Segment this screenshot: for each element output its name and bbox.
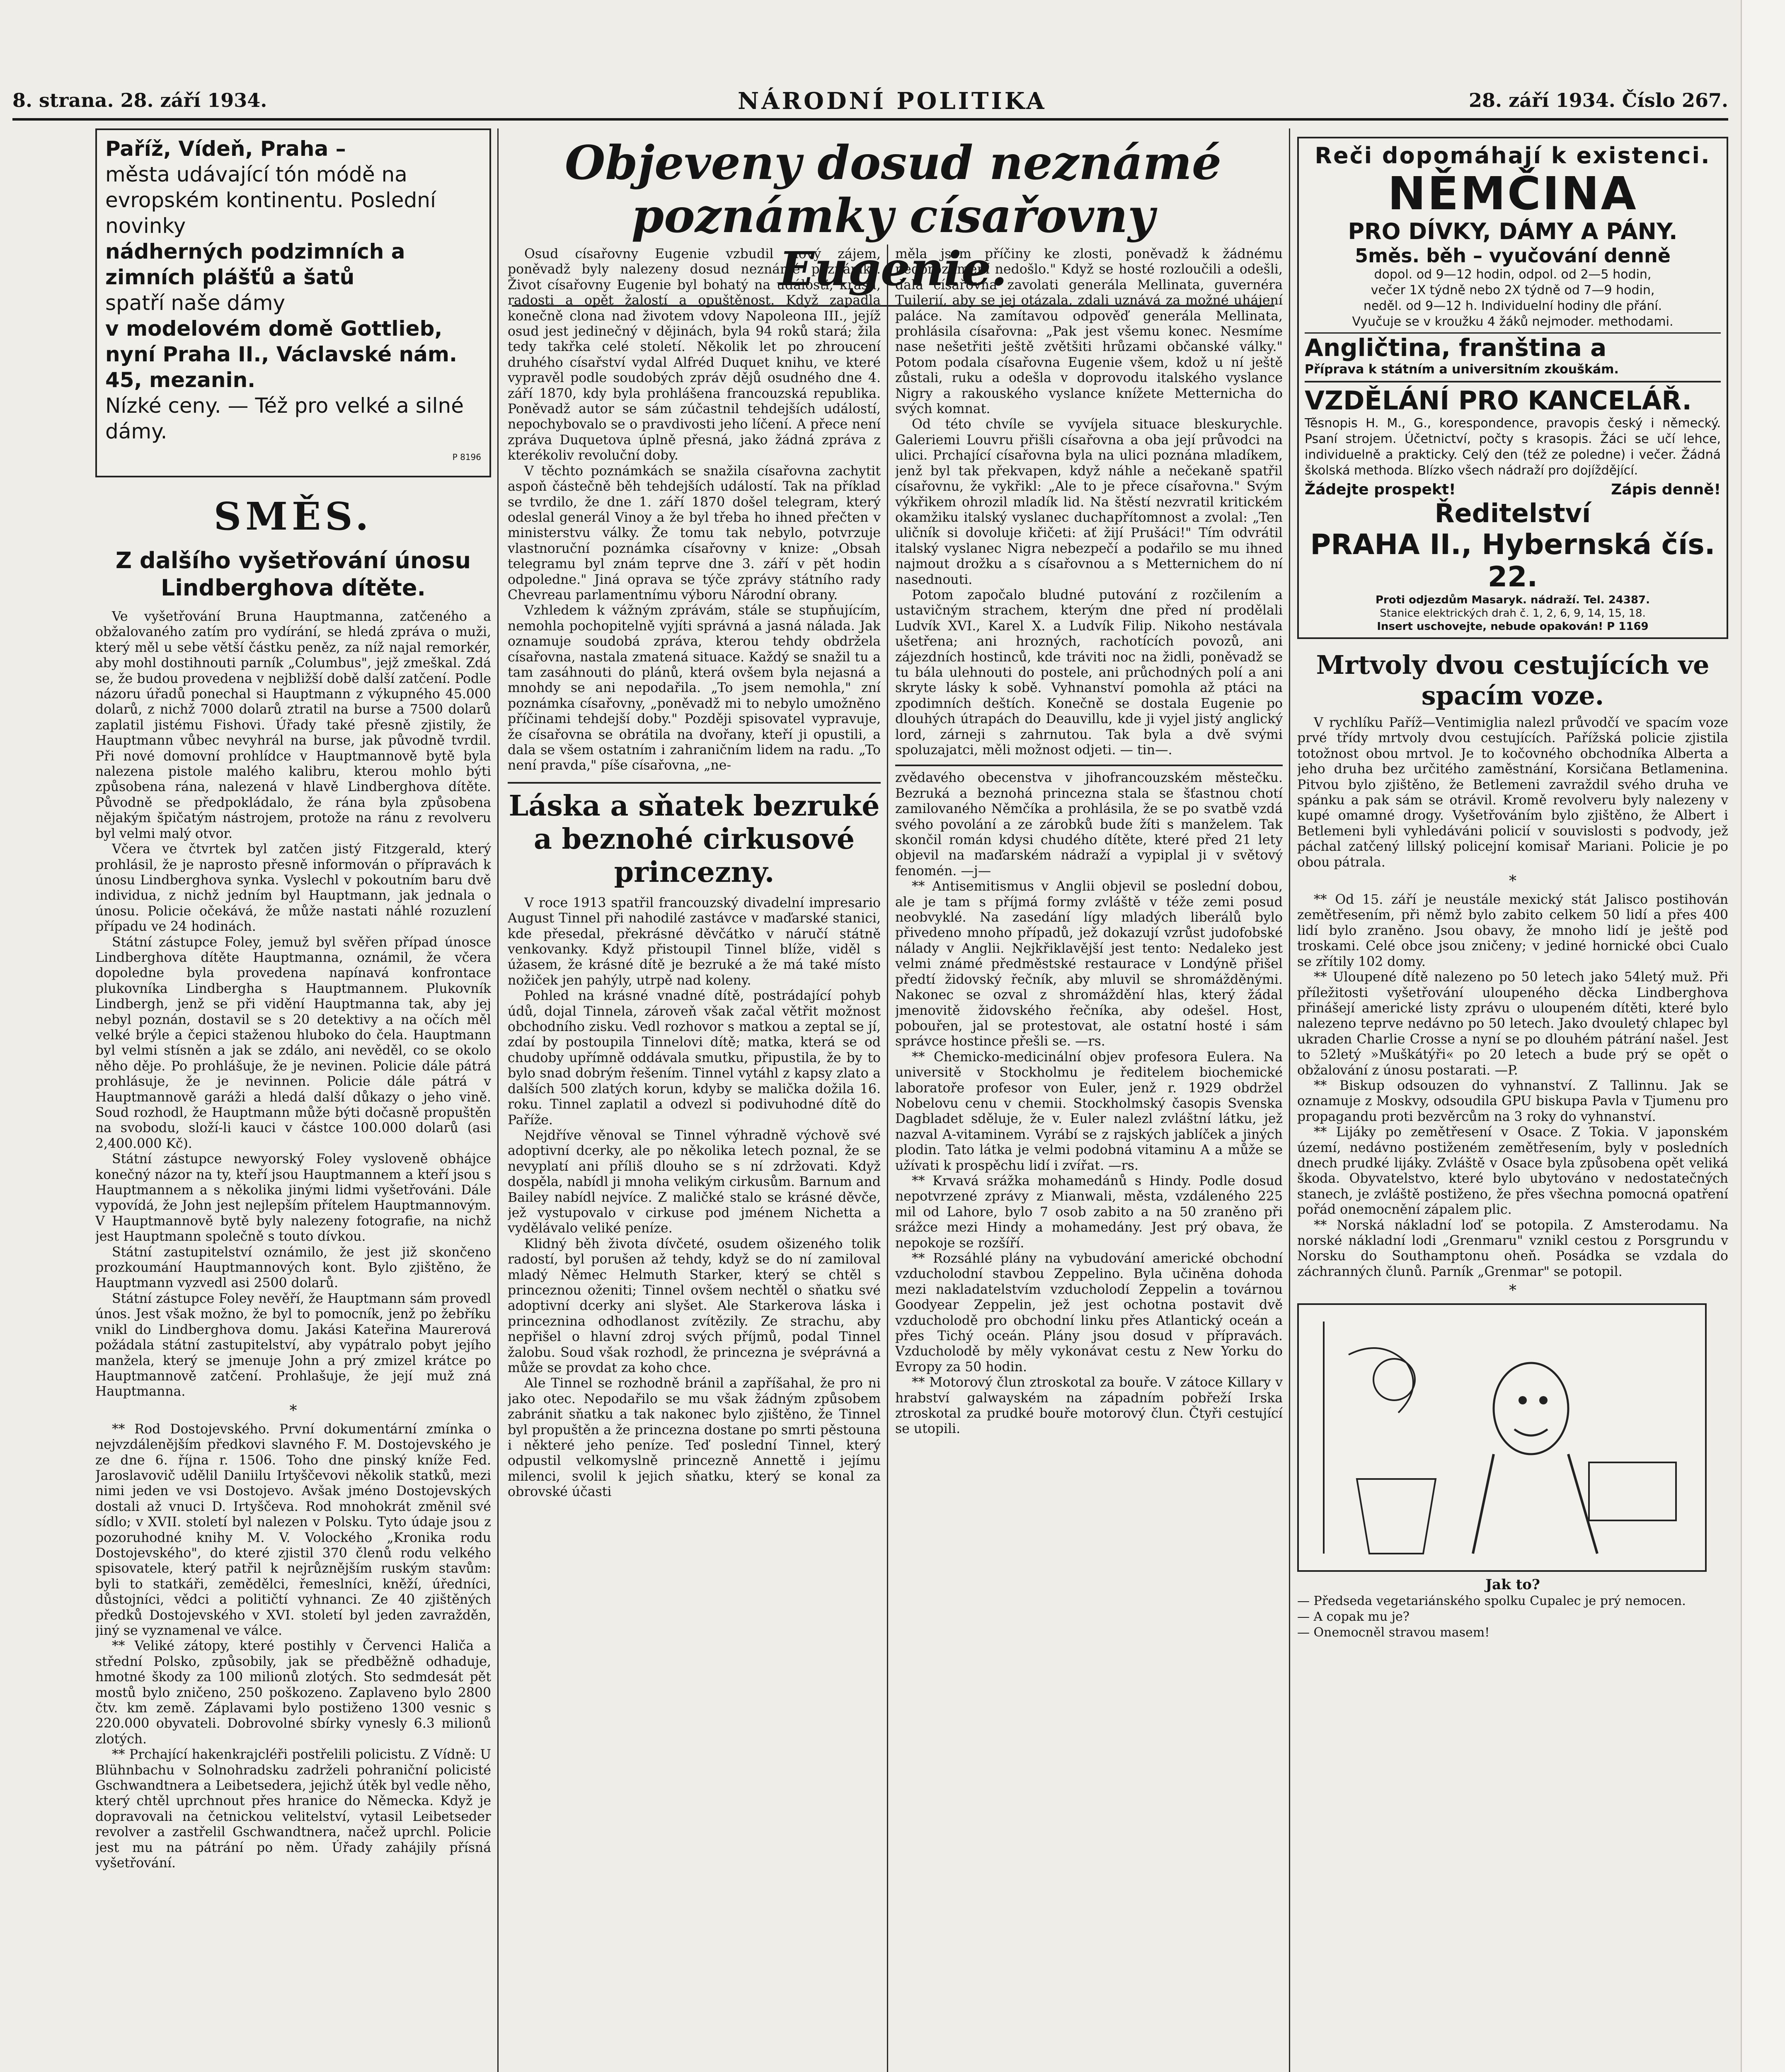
article-paragraph: Nejdříve věnoval se Tinnel výhradně výchově své adoptivní dcerky, ale po několika letech poznal, že se nevyplatí ani příliš dlouho se s ní zdržovati. Když dospěla, nabídl ji mnoha velikým cirkusům. Barnum and Bailey nabídl nejvíce. Z maličké stalo se krásné děvče, jež vystupovalo v cirkuse pod jménem Nichetta a vydělávalo veliké peníze. <box>508 1128 881 1236</box>
column-center-right <box>895 247 1283 2072</box>
advert-address: nyní Praha II., Václavské nám. 45, mezanin. <box>105 342 457 392</box>
advert-line: Příprava k státním a universitním zkouškám. <box>1305 362 1619 377</box>
advert-heading: NĚMČINA <box>1388 167 1638 220</box>
news-item: ** Od 15. září je neustále mexický stát Jalisco postihován zemětřesením, při němž bylo zabito celkem 50 lidí a přes 400 lidí bylo zraněno. Jsou obavy, že mnoho lidí je ještě pod troskami. Celé obce jsou zničeny; v jediné hornické obci Cualo se zřítily 102 domy. <box>1297 892 1728 969</box>
column-left <box>95 128 491 2072</box>
fashion-advert <box>95 128 491 477</box>
article-paragraph: V roce 1913 spatřil francouzský divadelní impresario August Tinnel při nahodilé zastávce v maďarské stanici, kde přesedal, překrásné děvčátko v náručí státně venkovanky. Když přistoupil Tinnel blíže, viděl s úžasem, že krásné dítě je bezruké a že má také místo nožiček jen pahýly, utrpě nad koleny. <box>508 895 881 988</box>
article-paragraph: V těchto poznámkách se snažila císařovna zachytit aspoň částečně běh tehdejších událostí. Tak na příklad se tvrdilo, že dne 1. září 1870 došel telegram, který odeslal generál Vinoy a že byl třeba ho ihned přečten v ministerstvu války. Že tomu tak nebylo, potvrzuje vlastnoruční poznámka císařovny v knize: „Obsah telegramu byl znám teprve dne 3. září v pět hodin odpoledne." Jiná oprava se týče zprávy státního rady Chevreau parlamentnímu výboru Národní obrany. <box>508 463 881 603</box>
news-item: ** Rod Dostojevského. První dokumentární zmínka o nejvzdálenějším předkovi slavného F. M. Dostojevského je ze dne 6. října r. 1506. Toho dne pinský kníže Fed. Jaroslavovič udělil Daniilu Irtyščevovi několik statků, mezi nimi jeden ve vsi Dostojevo. Avšak jméno Dostojevských dostali až vnuci D. Irtyščeva. Rod mnohokrát změnil své sídlo; v XVII. století byl nalezen v Polsku. Tyto údaje jsou z pozoruhodné knihy M. V. Volockého „Kronika rodu Dostojevského", do které zjistil 370 členů rodu velkého spisovatele, který patřil k nejrůznějším ruským stavům: byli to statkáři, zemědělci, řemeslníci, kněží, úředníci, důstojníci, vědci a političtí vyhnanci. Ze 40 zjištěných předků Dostojevského v XVI. století byl jeden zavražděn, jiný se vyznamenal ve válce. <box>95 1421 491 1638</box>
advert-body: Těsnopis H. M., G., korespondence, pravopis český i německý. Psaní strojem. Účetnictví, počty s krasopis. Žáci se učí lehce, individuelně a prakticky. Celý den (též ze poledne) i večer. Žádná školská methoda. Blízko všech nádraží pro dojíždějící. <box>1305 416 1721 478</box>
masthead-title: NÁRODNÍ POLITIKA <box>738 87 1047 115</box>
separator-star: * <box>1509 873 1516 890</box>
advert-cities: Paříž, Vídeň, Praha – <box>105 137 346 161</box>
advert-line: neděl. od 9—12 h. Individuelní hodiny dle přání. <box>1363 299 1662 313</box>
article-paragraph: Ale Tinnel se rozhodně bránil a zapříšahal, že pro ni jako otec. Nepodařilo se mu však žádným způsobem zabránit sňatku a tak nakonec bylo zjištěno, že Tinnel byl propuštěn a že princezna dostane po smrti pěstouna i některé jeho peníze. Teď poslední Tinnel, který odpustil velkomyslně princezně Annettě i jejímu milenci, svolil k jejich sňatku, který se konal za obrovské účasti <box>508 1376 881 1500</box>
advert-line: dopol. od 9—12 hodin, odpol. od 2—5 hodin, <box>1374 267 1652 282</box>
article-paragraph: Pohled na krásné vnadné dítě, postrádající pohyb údů, dojal Tinnela, zároveň však začal větřit možnost obchodního zisku. Vedl rozhovor s matkou a zeptal se jí, zdaí by postoupila Tinnelovi dítě; matka, která se od chudoby upřímně oddávala smutku, připustila, že by to bylo snad dobrým řešením. Tinnel vytáhl z kapsy zlato a dalších 500 zlatých korun, kdyby se malička dožila 16. roku. Tinnel zaplatil a odvezl si podivuhodné dítě do Paříže. <box>508 988 881 1128</box>
advert-line: Angličtina, franština a <box>1305 332 1721 362</box>
cartoon-drawing <box>1299 1305 1705 1570</box>
news-item: ** Rozsáhlé plány na vybudování americké obchodní vzducholodní stavbou Zeppelino. Byla učiněna dohoda mezi nakladatelstvím vzducholodí Zeppelin a továrnou Goodyear Zeppelin, jež jest ochotna postavit dvě vzducholodě pro obchodní linku přes Atlantický oceán a přes Tichý oceán. Plány jsou dosud v přípravách. Vzducholodě by měly vykonávat cestu z New Yorku do Evropy za 50 hodin. <box>895 1251 1283 1375</box>
masthead-page-date: 8. strana. 28. září 1934. <box>12 89 267 111</box>
news-item: ** Krvavá srážka mohamedánů s Hindy. Podle dosud nepotvrzené zprávy z Mianwali, města, vzdáleného 225 mil od Lahore, bylo 7 osob zabito a na 50 zraněno při srážce mezi Hindy a mohamedány. Jest prý obava, že nepokoje se rozšíří. <box>895 1173 1283 1251</box>
article-paragraph: V rychlíku Paříž—Ventimiglia nalezl průvodčí ve spacím voze prvé třídy mrtvoly dvou cestujících. Pařížská policie zjistila totožnost obou mrtvol. Je to kočovného obchodníka Alberta a jeho druha bez určitého zaměstnání, Korsičana Betlamenina. Pitvou bylo zjištěno, že Betlemeni zavraždil svého druha ve spánku a pak sám se otrávil. Kromě revolveru byly nalezeny v kupé omamné drogy. Vyšetřováním bylo zjištěno, že Albert i Betlemeni byli vyhledáváni policií v souvislosti s podvody, jež páchal zatčený lillský policejní komisař Mariani. Policie je po obou pátrala. <box>1297 715 1728 870</box>
article-paragraph: Státní zástupce Foley, jemuž byl svěřen případ únosce Lindberghova dítěte Hauptmanna, oznámil, že včera dopoledne byla provedena napínavá konfrontace plukovníka Lindbergha s Hauptmannem. Plukovník Lindbergh, jenž se při vidění Hauptmanna tak, aby jej nebyl poznán, dostavil se s 20 detektivy a na očích měl velké brýle a čepici staženou hluboko do čela. Hauptmann byl velmi stísněn a jak se zdálo, ani nevěděl, co se okolo něho děje. Po prohlášuje, že je nevinen. Policie dále pátrá prohlásuje, že je nevinnen. Policie dále pátrá v Hauptmannově garáži a hledá další důkazy o jeho vině. Soud rozhodl, že Hauptmann může býti dočasně propuštěn na svobodu, složí-li kauci v částce 100.000 dolarů (asi 2,400.000 Kč). <box>95 934 491 1151</box>
advert-line: Vyučuje se v kroužku 4 žáků nejmoder. methodami. <box>1352 315 1674 329</box>
cartoon-caption: — A copak mu je? <box>1297 1610 1410 1624</box>
article-paragraph: Včera ve čtvrtek byl zatčen jistý Fitzgerald, který prohlásil, že je naprosto přesně informován o přípravách k únosu Lindberghova synka. Vyslechl v pokoutním baru dvě individua, z nichž jedním byl Hauptmann, jak jednala o únosu. Policie očekává, že může nastati náhlé rozuzlení případu ve 24 hodinách. <box>95 842 491 934</box>
cartoon-caption-title: Jak to? <box>1485 1576 1540 1593</box>
article-paragraph: Osud císařovny Eugenie vzbudil nový zájem, poněvadž byly nalezeny dosud neznámé poznámky. Život císařovny Eugenie byl bohatý na události, krásu, radosti a opět žalostí a opuštěnost. Když zapadla konečně clona nad životem vdovy Napoleona III., jejíž osud jest jedinečný v dějinách, byla 94 roků stará; žila tedy takřka celé století. Několik let po zhroucení druhého císařství vydal Alfréd Duquet knihu, ve které vypravěl podle soudobých zpráv dějů osudného dne 4. září 1870, kdy byla prohlášena francouzská republika. Poněvadž autor se sám zúčastnil tehdejších událostí, nepochybovalo se o pravdivosti jeho líčení. A přece není zpráva Duquetova úplně přesná, jako žádná zpráva z kterékoliv revoluční doby. <box>508 247 881 463</box>
news-item: ** Norská nákladní loď se potopila. Z Amsterodamu. Na norské nákladní lodi „Grenmaru" vznikl cestou z Porsgrundu v Norsku do Southamptonu oheň. Posádka se vzdala do záchranných člunů. Parník „Grenmar" se potopil. <box>1297 1218 1728 1279</box>
language-school-advert <box>1297 137 1728 639</box>
advert-line: PRO DÍVKY, DÁMY A PÁNY. <box>1348 218 1678 244</box>
cartoon-caption: — Předseda vegetariánského spolku Cupalec je prý nemocen. <box>1297 1594 1686 1609</box>
section-title: SMĚS. <box>213 494 373 539</box>
separator-star: * <box>1509 1282 1516 1300</box>
cartoon-illustration <box>1297 1303 1707 1572</box>
cartoon-caption: — Onemocněl stravou masem! <box>1297 1625 1490 1640</box>
article-paragraph: Klidný běh života dívčeté, osudem ošizeného tolik radostí, byl porušen až tehdy, když se do ní zamiloval mladý Němec Helmuth Starker, který se chtěl s princeznou oženiti; Tinnel ovšem nechtěl o sňatku své adoptivní dcerky ani slyšet. Ale Starkerova láska i princeznina odhodlanost zvítězily. Ze strachu, aby nepřišel o hlavní zdroj svých příjmů, podal Tinnel žalobu. Soud však rozhodl, že princezna je svéprávná a může se provdat za koho chce. <box>508 1236 881 1375</box>
page-edge-strip <box>1741 0 1785 2072</box>
news-item: ** Chemicko-medicinální objev profesora Eulera. Na universitě v Stockholmu je ředitelem biochemické laboratoře profesor von Euler, jenž r. 1929 obdržel Nobelovu cenu v chemii. Stockholmský časopis Svenska Dagbladet sděluje, že v. Euler nalezl zvláštní látku, jež nazval A-vitaminem. Vyrábí se z rajských jablíček a jiných plodin. Tato látka je velmi podobná vitaminu A a může se užívati k prospěchu lidí i zvířat. —rs. <box>895 1049 1283 1173</box>
advert-line: Žádejte prospekt! <box>1305 481 1456 498</box>
advert-address: PRAHA II., Hybernská čís. 22. <box>1310 528 1715 593</box>
advert-code: P 8196 <box>452 452 481 462</box>
article-headline: Z dalšího vyšetřování únosu Lindberghova dítěte. <box>115 547 471 601</box>
news-item: ** Antisemitismus v Anglii objevil se poslední dobou, ale je tam s příjmá formy zvláště v téže zemi posud neobvyklé. Na zasedání lígy mladých liberálů bylo přivedeno mnoho případů, jež dokazují vzrůst judofobské nálady v Anglii. Nejkřiklavější jest tento: Nedaleko jest velmi známé předměstské restaurace v Londýně přišel předtí židovský řečník, aby mluvil se shromážděnými. Nakonec se ozval z shromáždění hlas, který žádal jmenovitě židovského řečníka, aby odešel. Host, pobouřen, jal se protestovat, ale ostatní hosté i sám správce hostince přešli se. —rs. <box>895 879 1283 1049</box>
article-paragraph: zvědavého obecenstva v jihofrancouzském městečku. Bezruká a beznohá princezna stala se šťastnou chotí zamilovaného Němčíka a prohlásila, že se po svatbě vzdá svého povolání a ze zárobků bude žíti s manželem. Tak skončil román kdysi chudého dítěte, které před 21 lety objevil na maďarském nádraží a vypiplal ji v světový fenomén. —j— <box>895 770 1283 879</box>
advert-line: 5měs. běh – vyučování denně <box>1355 244 1671 267</box>
advert-line: Proti odjezdům Masaryk. nádraží. Tel. 24387. <box>1375 594 1650 606</box>
advert-line: Insert uschovejte, nebude opakován! P 1169 <box>1377 620 1649 633</box>
advert-heading: VZDĚLÁNÍ PRO KANCELÁŘ. <box>1305 381 1721 416</box>
masthead-issue: 28. září 1934. Číslo 267. <box>1469 89 1728 111</box>
divider <box>508 782 881 784</box>
advert-line: Zápis denně! <box>1611 481 1721 498</box>
column-rule <box>497 128 499 2072</box>
advert-line: večer 1X týdně nebo 2X týdně od 7—9 hodin, <box>1371 283 1655 298</box>
advert-line: města udávající tón módě na evropském kontinentu. Poslední novinky <box>105 162 436 238</box>
advert-line: v modelovém domě Gottlieb, <box>105 317 443 341</box>
article-paragraph: Od této chvíle se vyvíjela situace bleskurychle. Galeriemi Louvru přišli císařovna a oba její průvodci na ulici. Prchající císařovna byla na ulici poznána mladíkem, jenž byl tak překvapen, když náhle a nečekaně spatřil císařovnu, že vykřikl: „Ale to je přece císařovna." Svým výkřikem ohrozil mladík lid. Na štěstí nezvratil kritickém okamžiku italský vyslanec duchapřítomnost a zvolal: „Ten uličník si dovoluje křičeti: ať žijí Prušáci!" Tím odvrátil italský vyslanec Nigra nebezpečí a podařilo se mu ihned najmout drožku a s císařovnou a s Metternichem do ní nasednouti. <box>895 417 1283 587</box>
article-paragraph: Potom započalo bludné putování z rozčilením a ustavičným strachem, kterým dne před ní prodělali Ludvík XVI., Karel X. a Ludvík Filip. Nikoho nestávala ušetřena; ani hrozných, rachotících povozů, ani zájezdních hostinců, kde tráviti noc na židli, poněvadž se tu bála ulehnouti do postele, ani průchodných polí a ani skryte lásky k sobě. Vyhnanství pomohla až ptáci na zpodimních deštích. Konečně se dostala Eugenie po dlouhých útrapách do Deauvillu, kde ji vyjel jistý anglický lord, zárneji s zahrnutou. Tak byla a dvě svými spoluzajatci, měli možnost odjeti. — tin—. <box>895 587 1283 758</box>
column-center-left <box>508 247 881 2072</box>
news-item: ** Prchající hakenkrajcléři postřelili policistu. Z Vídně: U Blühnbachu v Solnohradsku zadrželi pohraniční policisté Gschwandtnera a Leibetsedera, jejichž útěk byl vedle něho, který chtěl uprchnout přes hranice do Německa. Když je dopravovali na četnickou velitelství, vytasil Leibetseder revolver a zastřelil Gschwandtnera, načež uprchl. Policie jest mu na pátrání po něm. Úřady zahájily přísná vyšetřování. <box>95 1747 491 1871</box>
article-paragraph: Vzhledem k vážným zprávám, stále se stupňujícím, nemohla pochopitelně vyjíti správná a jasná nálada. Jak oznamuje soudobá zpráva, kterou tehdy obdržela císařovna, nastala zmatená situace. Každý se snažil tu a tam zasáhnouti do plánů, která ovšem byla nejasná a mnohdy se ani nepodařila. „To jsem nemohla," zní poznámka císařovny, „poněvadž mi to nebylo umožněno příčinami tehdejší doby." Později spisovatel vypravuje, že císařovna se obrátila na dvořany, kteří ji opustili, a dala se všem ostatním i zahraničním lidem na radu. „To není pravda," píše císařovna, „ne- <box>508 603 881 773</box>
article-headline: Láska a sňatek bezruké a beznohé cirkusové princezny. <box>509 789 880 889</box>
masthead <box>12 85 1728 121</box>
advert-line: spatří naše dámy <box>105 291 286 315</box>
column-right <box>1297 137 1728 2072</box>
news-item: ** Biskup odsouzen do vyhnanství. Z Tallinnu. Jak se oznamuje z Moskvy, odsoudila GPU biskupa Pavla v Tjumenu pro propagandu proti bezvěrcům na 3 roky do vyhnanství. <box>1297 1078 1728 1124</box>
column-rule <box>1289 128 1290 2072</box>
news-item: ** Uloupené dítě nalezeno po 50 letech jako 54letý muž. Při příležitosti vyšetřování uloupeného děcka Lindberghova přinášejí americké listy zprávu o uloupeném dítěti, které bylo nalezeno teprve nedávno po 50 letech. Jako dvouletý chlapec byl ukraden Charlie Crosse a nyní se po dlouhém pátrání našel. Jest to 52letý »Muškátýři« po 20 letech a bude prý se opět o obžalování z únosu postarati. —P. <box>1297 970 1728 1078</box>
news-item: ** Veliké zátopy, které postihly v Červenci Haliča a střední Polsko, způsobily, jak se předběžně odhaduje, hmotné škody za 100 milionů zlotých. Sto sedmdesát pět mostů bylo zničeno, 250 poškozeno. Zaplaveno bylo 2800 čtv. km země. Záplavami bylo postiženo 1300 vesnic s 220.000 obyvateli. Dobrovolné sbírky vynesly 6.3 milionů zlotých. <box>95 1639 491 1747</box>
article-paragraph: Státní zástupce newyorský Foley vysloveně obhájce konečný názor na ty, kteří jsou Hauptmannem a kteří jsou s Hauptmannem a s několika jinými lidmi vyšetřováni. Dále vypovídá, že John jest nejlepším přítelem Hauptmannovým. V Hauptmannově bytě byly nalezeny fotografie, na nichž jest Hauptmann společně s touto dívkou. <box>95 1152 491 1244</box>
headline-line: poznámky císařovny Eugenie. <box>631 189 1155 296</box>
article-paragraph: Státní zastupitelství oznámilo, že jest již skončeno prozkoumání Hauptmannových kont. Bylo zjištěno, že Hauptmann vyzvedl asi 2500 dolarů. <box>95 1244 491 1291</box>
headline-line: Objeveny dosud neznámé <box>564 136 1222 190</box>
advert-line: Stanice elektrických drah č. 1, 2, 6, 9, 14, 15, 18. <box>1380 607 1646 620</box>
news-item: ** Motorový člun ztroskotal za bouře. V zátoce Killary v hrabství galwayském na západním pobřeží Irska ztroskotal za prudké bouře motorový člun. Čtyři cestující se utopili. <box>895 1375 1283 1437</box>
column-rule <box>887 244 888 2072</box>
article-paragraph: Ve vyšetřování Bruna Hauptmanna, zatčeného a obžalovaného zatím pro vydírání, se hledá zpráva o muži, který měl u sebe větší částku peněz, za níž najal remorkér, aby mohl dostihnouti parník „Columbus", jejž zmeškal. Zdá se, že budou provedena v nejbližší době další zatčení. Podle názoru úřadů ponechal si Hauptmann z výkupného 45.000 dolarů, z nichž 7000 dolarů ztratil na burse a 7500 dolarů zaplatil jistému Fishovi. Úřady také přesně zjistily, že Hauptmann vůbec nevyhrál na burse, jak původně tvrdil. Při nové domovní prohlídce v Hauptmannově bytě byla nalezena pistole malého kalibru, kterou mohlo býti způsobena rána, nalezená v hlavě Lindberghova dítěte. Původně se předpokládalo, že rána byla způsobena nějakým špičatým nástrojem, protože na ránu z revolveru byl velmi malý otvor. <box>95 609 491 841</box>
article-headline: Mrtvoly dvou cestujících ve spacím voze. <box>1316 650 1710 711</box>
advert-line: nádherných podzimních a zimních plášťů a šatů <box>105 240 405 289</box>
article-paragraph: Státní zástupce Foley nevěří, že Hauptmann sám provedl únos. Jest však možno, že byl to pomocník, jenž po žebříku vnikl do Lindberghova domu. Jakási Kateřina Maurerová požádala státní zastupitelství, aby vypátralo pobyt jejího manžela, který se jmenuje John a prý zmizel krátce po Hauptmannově zatčení. Prohlašuje, že její muž zná Hauptmanna. <box>95 1291 491 1399</box>
article-paragraph: měla jsem příčiny ke zlosti, poněvadž k žádnému nedorozumění nedošlo." Když se hosté rozloučili a odešli, dala císařovna zavolati generála Mellinata, guvernéra Tuilerií, aby se jej otázala, zdali uznává za možné uhájení paláce. Na zamítavou odpověď generála Mellinata, prohlásila císařovna: „Pak jest všemu konec. Nesmíme nase nešetřiti ještě zvětšiti hrůzami občanské války." Potom podala císařovna Eugenie všem, kdož u ní ještě zůstali, ruku a odešla v doprovodu italského vyslance Nigry a rakouského vyslance knížete Metternicha do svých komnat. <box>895 247 1283 417</box>
advert-line: Nízké ceny. — Též pro velké a silné dámy. <box>105 394 464 443</box>
advert-line: Reči dopomáhají k existenci. <box>1315 143 1711 169</box>
divider <box>895 765 1283 766</box>
news-item: ** Lijáky po zemětřesení v Osace. Z Tokia. V japonském území, nedávno postiženém zemětřesením, byly v posledních dnech prudké lijáky. Zvláště v Osace byla způsobena opět veliká škoda. Obyvatelstvo, které bylo ubytováno v nedostatečných stanech, je zvláště postiženo, že přes všechna pomocná opatření pořád onemocnění zápalem plic. <box>1297 1125 1728 1218</box>
advert-line: Ředitelství <box>1434 498 1591 528</box>
separator-star: * <box>289 1402 297 1419</box>
